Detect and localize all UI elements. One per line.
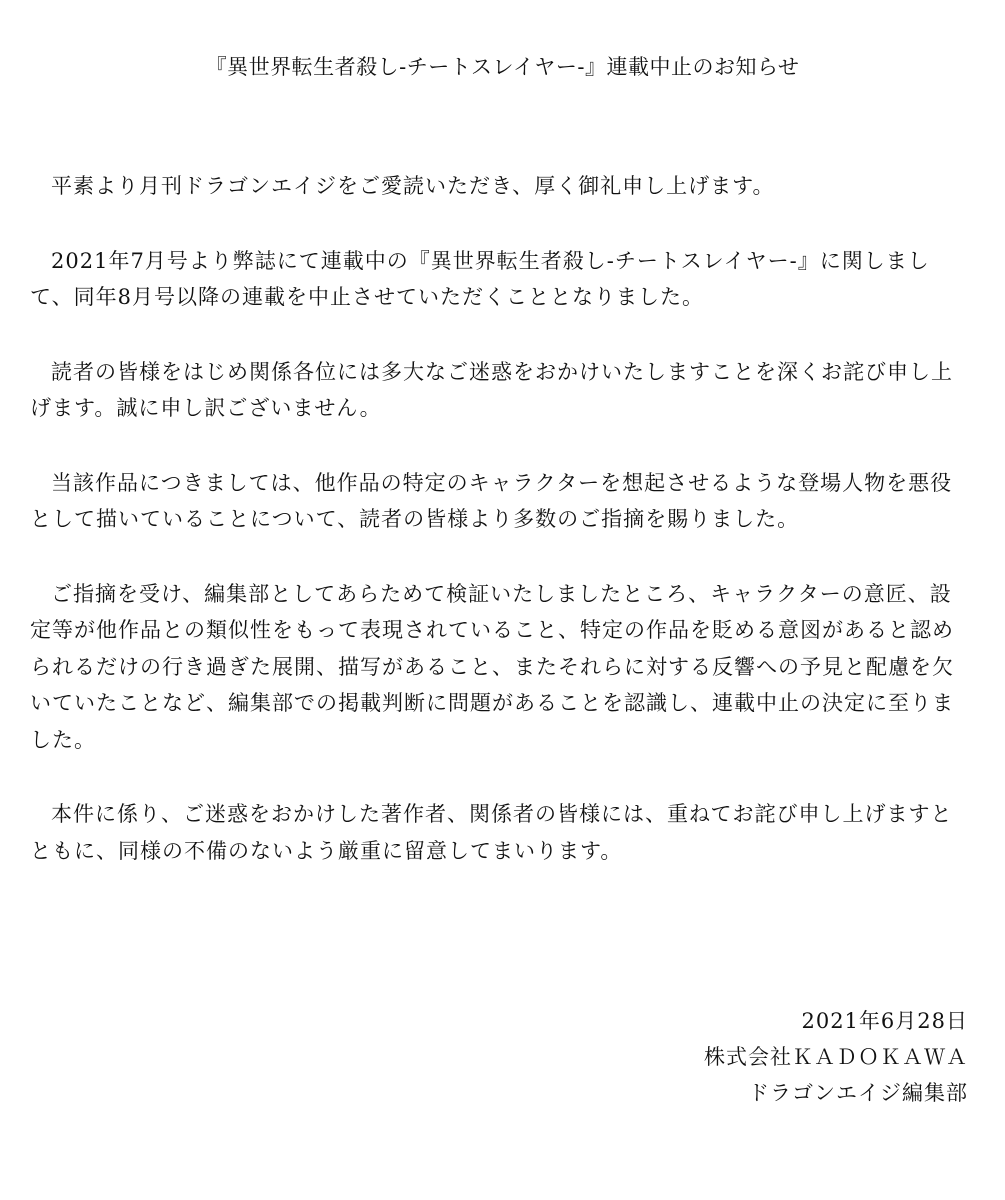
paragraph-closing: 本件に係り、ご迷惑をおかけした著作者、関係者の皆様には、重ねてお詫び申し上げますとともに、同様の不備のないよう厳重に留意してまいります。 <box>30 802 953 863</box>
paragraph-review: ご指摘を受け、編集部としてあらためて検証いたしましたところ、キャラクターの意匠、設定等が他作品との類似性をもって表現されていること、特定の作品を貶める意図があると認められるだけの行き過ぎた展開、描写があること、またそれらに対する反響への予見と配慮を欠いていたことなど、編集部での掲載判断に問題があることを認識し、連載中止の決定に至りました。 <box>30 581 954 752</box>
notice-body <box>30 168 970 907</box>
paragraph-greeting: 平素より月刊ドラゴンエイジをご愛読いただき、厚く御礼申し上げます。 <box>51 174 775 198</box>
signature-department: ドラゴンエイジ編集部 <box>748 1081 968 1105</box>
notice-title: 『異世界転生者殺し-チートスレイヤー-』連載中止のお知らせ <box>205 55 800 79</box>
paragraph-background: 当該作品につきましては、他作品の特定のキャラクターを想起させるような登場人物を悪役として描いていることについて、読者の皆様より多数のご指摘を賜りました。 <box>30 470 953 531</box>
signature-block <box>704 1003 968 1111</box>
signature-company: 株式会社ＫＡＤＯＫＡＷＡ <box>704 1045 968 1069</box>
signature-date: 2021年6月28日 <box>801 1009 968 1033</box>
paragraph-announcement: 2021年7月号より弊誌にて連載中の『異世界転生者殺し‐チートスレイヤー‐』に関しまして、同年8月号以降の連載を中止させていただくこととなりました。 <box>30 248 930 309</box>
paragraph-apology: 読者の皆様をはじめ関係各位には多大なご迷惑をおかけいたしますことを深くお詫び申し上げます。誠に申し訳ございません。 <box>30 359 953 420</box>
